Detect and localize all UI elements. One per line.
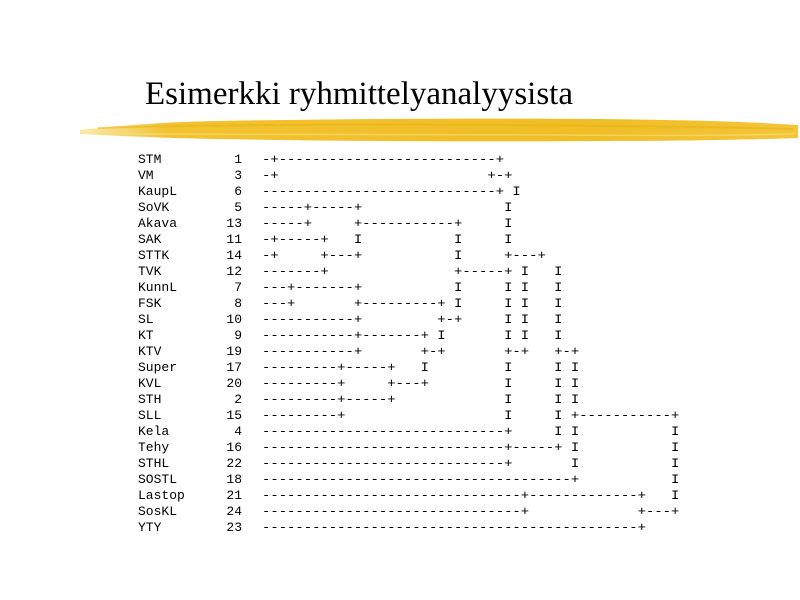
dendrogram-branch: -+--------------------------+ [262, 152, 505, 167]
dendrogram-row [138, 376, 652, 392]
row-label: SL [138, 312, 154, 327]
dendrogram-row [138, 456, 680, 472]
dendrogram-row [138, 232, 652, 248]
row-label: STM [138, 152, 162, 167]
row-number: 12 [226, 264, 242, 279]
row-number: 7 [234, 280, 242, 295]
dendrogram-branch: -----------------------------+ I I [262, 456, 680, 471]
row-number: 8 [234, 296, 242, 311]
dendrogram-row [138, 424, 680, 440]
brush-stroke-underline [78, 116, 800, 146]
dendrogram-branch: -----------+ +-+ I I I [262, 312, 563, 327]
dendrogram-branch: -+-----+ I I I [262, 232, 513, 247]
dendrogram-branch: -------------------------------+ +---+ [262, 504, 680, 519]
slide-title: Esimerkki ryhmittelyanalyysista [145, 76, 574, 112]
row-number: 16 [226, 440, 242, 455]
row-number: 18 [226, 472, 242, 487]
dendrogram-branch: -----+-----+ I [262, 200, 513, 215]
row-label: SOSTL [138, 472, 178, 487]
row-number: 2 [234, 392, 242, 407]
row-number: 14 [226, 248, 242, 263]
row-number: 21 [226, 488, 242, 503]
row-label: KTV [138, 344, 162, 359]
dendrogram-row [138, 168, 652, 184]
dendrogram-row [138, 488, 680, 504]
dendrogram-row [138, 344, 652, 360]
row-label: Tehy [138, 440, 170, 455]
dendrogram-row [138, 184, 652, 200]
dendrogram-row [138, 520, 652, 536]
row-label: Akava [138, 216, 178, 231]
dendrogram-branch: ---------+-----+ I I I I [262, 360, 580, 375]
dendrogram-branch: -----------+-------+ I I I I [262, 328, 563, 343]
dendrogram-row [138, 216, 652, 232]
row-label: Lastop [138, 488, 185, 503]
row-number: 9 [234, 328, 242, 343]
dendrogram-branch: -+ +-+ [262, 168, 513, 183]
row-label: SoVK [138, 200, 170, 215]
dendrogram-row [138, 248, 652, 264]
row-number: 1 [234, 152, 242, 167]
dendrogram-row [138, 280, 652, 296]
dendrogram-row [138, 296, 652, 312]
row-number: 24 [226, 504, 242, 519]
row-label: YTY [138, 520, 162, 535]
row-number: 13 [226, 216, 242, 231]
row-number: 3 [234, 168, 242, 183]
dendrogram-row [138, 152, 652, 168]
row-label: Kela [138, 424, 170, 439]
row-number: 22 [226, 456, 242, 471]
row-number: 11 [226, 232, 242, 247]
dendrogram-branch: -------------------------------+-------------+ I [262, 488, 680, 503]
dendrogram-branch: -----+ +-----------+ I [262, 216, 513, 231]
row-label: Super [138, 360, 178, 375]
row-number: 15 [226, 408, 242, 423]
row-label: SosKL [138, 504, 178, 519]
row-number: 23 [226, 520, 242, 535]
row-label: STHL [138, 456, 170, 471]
dendrogram-branch: ---------+-----+ I I I [262, 392, 580, 407]
row-number: 5 [234, 200, 242, 215]
row-label: KaupL [138, 184, 178, 199]
dendrogram-row [138, 408, 680, 424]
row-label: FSK [138, 296, 162, 311]
dendrogram-branch: ----------------------------+ I [262, 184, 521, 199]
row-number: 20 [226, 376, 242, 391]
dendrogram-row [138, 472, 680, 488]
row-number: 6 [234, 184, 242, 199]
dendrogram-row [138, 312, 652, 328]
dendrogram-branch: -----------------------------+-----+ I I [262, 440, 680, 455]
row-label: VM [138, 168, 154, 183]
dendrogram-row [138, 392, 652, 408]
dendrogram-row [138, 200, 652, 216]
dendrogram-branch: ---------+ +---+ I I I [262, 376, 580, 391]
dendrogram-row [138, 328, 652, 344]
row-label: STH [138, 392, 162, 407]
row-label: KunnL [138, 280, 178, 295]
dendrogram-branch: ---------+ I I +-----------+ [262, 408, 680, 423]
row-label: SAK [138, 232, 162, 247]
dendrogram-branch: -------------------------------------+ I [262, 472, 680, 487]
row-label: STTK [138, 248, 170, 263]
row-number: 4 [234, 424, 242, 439]
dendrogram-row [138, 440, 680, 456]
dendrogram-branch: -------+ +-----+ I I [262, 264, 563, 279]
row-label: KVL [138, 376, 162, 391]
dendrogram-branch: ---+-------+ I I I I [262, 280, 563, 295]
row-label: SLL [138, 408, 162, 423]
dendrogram-branch: -----------+ +-+ +-+ +-+ [262, 344, 580, 359]
dendrogram-branch: ---------------------------------------------+ [262, 520, 646, 535]
dendrogram-branch: -+ +---+ I +---+ [262, 248, 546, 263]
row-label: KT [138, 328, 154, 343]
dendrogram-table [138, 152, 680, 536]
row-number: 10 [226, 312, 242, 327]
dendrogram-branch: -----------------------------+ I I I [262, 424, 680, 439]
row-number: 17 [226, 360, 242, 375]
dendrogram-row [138, 360, 652, 376]
row-label: TVK [138, 264, 162, 279]
dendrogram-branch: ---+ +---------+ I I I I [262, 296, 563, 311]
dendrogram-row [138, 264, 652, 280]
dendrogram-row [138, 504, 680, 520]
row-number: 19 [226, 344, 242, 359]
